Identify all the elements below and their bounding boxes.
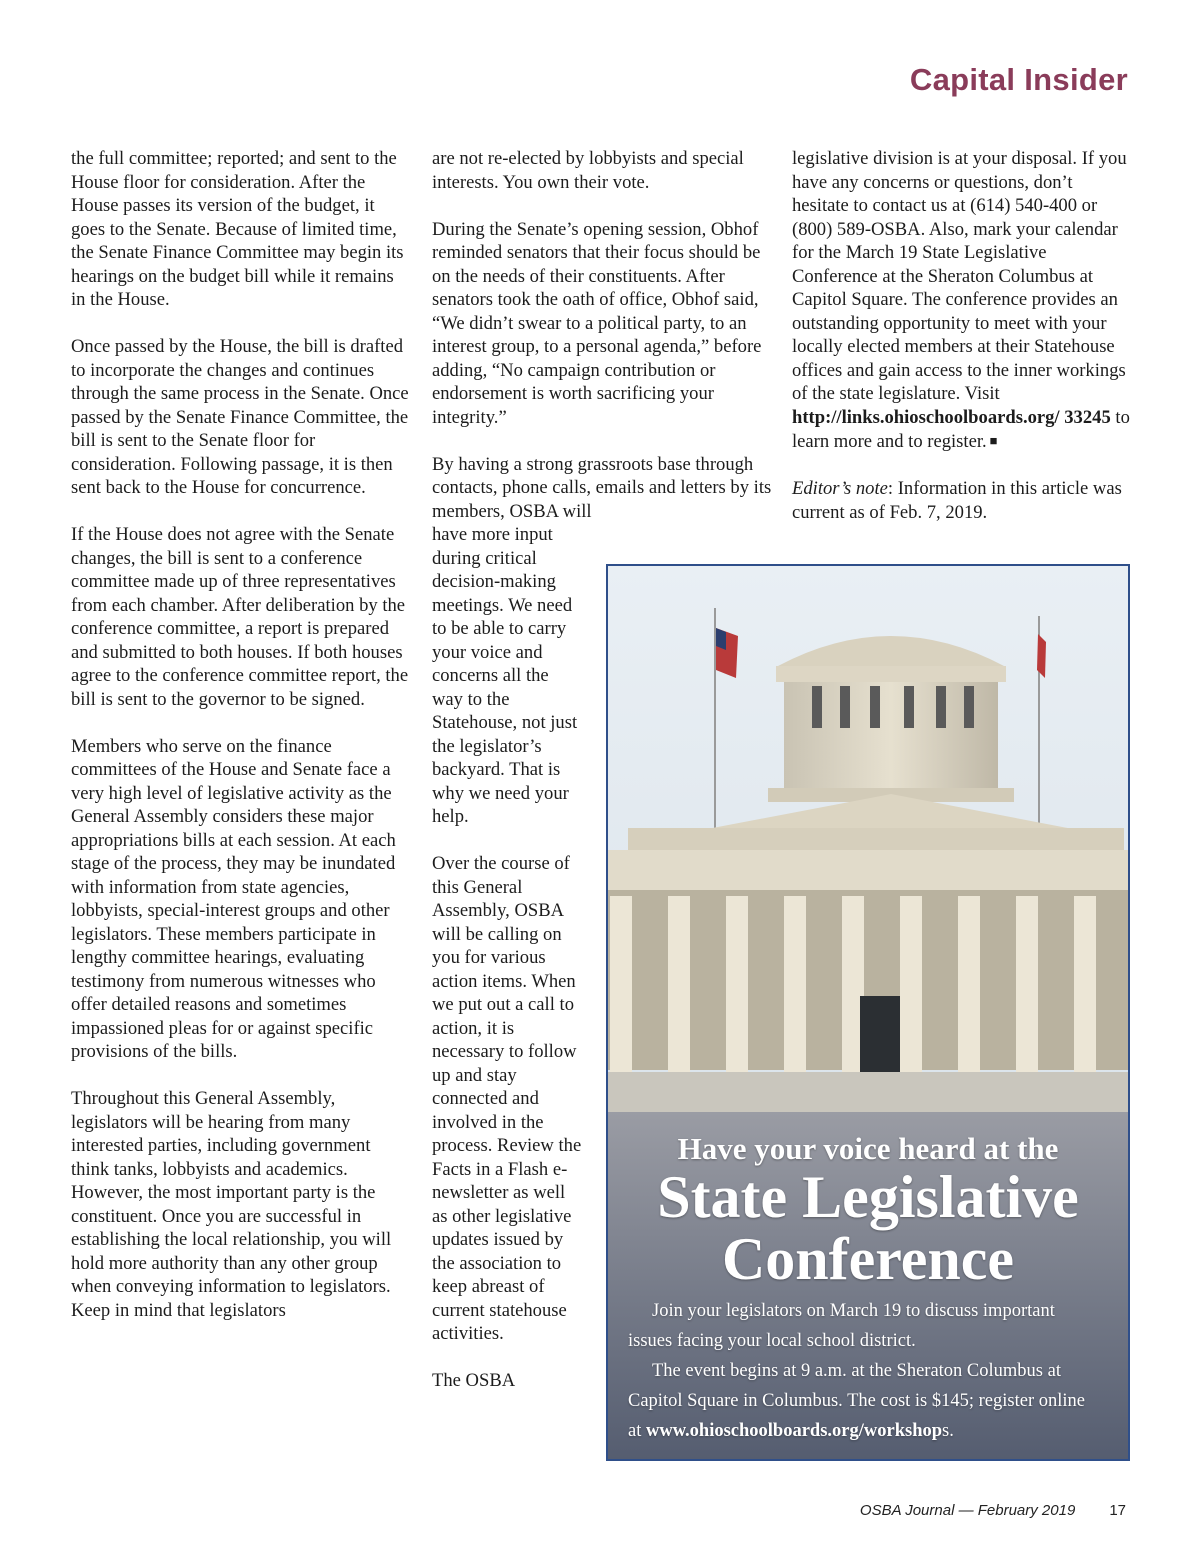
- paragraph-narrow-part: have more input during critical decision-making meetings. We need to be able to carry your voice and concerns all the way to the Statehouse, not just the legislator’s backyard. That is why we need your help.: [432, 524, 578, 827]
- page-number: 17: [1109, 1502, 1126, 1519]
- editors-note-text: : Information in this article was current as of Feb. 7, 2019.: [792, 478, 1122, 523]
- ad-body: [628, 1296, 1098, 1446]
- paragraph-text: legislative division is at your disposal. If you have any concerns or questions, don’t hesitate to contact us at (614) 540-400 or (800) 589-OSBA. Also, mark your calendar for the March 19 State Legislative Conference at the Sheraton Columbus at Capitol Square. The conference provides an outstanding opportunity to meet with your locally elected members at their Statehouse offices and gain access to the inner workings of the state legislature. Visit: [792, 148, 1127, 404]
- publication-name: OSBA Journal — February 2019: [859, 1502, 1076, 1519]
- ad-headline-line2: Conference: [721, 1226, 1015, 1292]
- ad-paragraph-text: The event begins at 9 a.m. at the Sheraton Columbus at Capitol Square in Columbus. The cost is $145; register online at: [628, 1361, 1085, 1441]
- paragraph: [792, 147, 1132, 454]
- page-footer: [860, 1502, 1126, 1519]
- article-column-1: [71, 147, 411, 1346]
- paragraph: Members who serve on the finance committees of the House and Senate face a very high level of legislative activity as the General Assembly considers these major appropriations bills at each session. At each stage of the process, they may be inundated with information from state agencies, lobbyists, special-interest groups and other legislators. These members participate in lengthy committee hearings, evaluating testimony from numerous witnesses who offer detailed reasons and sometimes impassioned pleas for or against specific provisions of the bills.: [71, 735, 396, 1062]
- paragraph: are not re-elected by lobbyists and special interests. You own their vote.: [432, 148, 744, 193]
- end-mark-icon: ■: [989, 433, 998, 448]
- editors-note-label: Editor’s note: [792, 478, 888, 499]
- editors-note: [792, 477, 1132, 524]
- ad-paragraph: Join your legislators on March 19 to discuss important issues facing your local school district.: [628, 1301, 1055, 1351]
- section-title: Capital Insider: [909, 62, 1128, 97]
- paragraph-wide-part: By having a strong grassroots base through contacts, phone calls, emails and letters by its members, OSBA will: [432, 453, 772, 522]
- ad-headline-small: Have your voice heard at the: [677, 1131, 1059, 1166]
- paragraph: During the Senate’s opening session, Obhof reminded senators that their focus should be on the needs of their constituents. After senators took the oath of office, Obhof said, “We didn’t swear to a political party, to an interest group, to a personal agenda,” before adding, “No campaign contribution or endorsement is worth sacrificing your integrity.”: [432, 218, 762, 428]
- workshop-link[interactable]: www.ohioschoolboards.org/workshop: [645, 1421, 943, 1441]
- paragraph: Throughout this General Assembly, legislators will be hearing from many interested parties, including government think tanks, lobbyists and academics. However, the most important party is the constituent. Once you are successful in establishing the local relationship, you will hold more authority than any other group when conveying information to legislators. Keep in mind that legislators: [71, 1088, 392, 1321]
- conference-link[interactable]: http://links.ohioschoolboards.org/ 33245: [792, 406, 1111, 428]
- paragraph: the full committee; reported; and sent to the House floor for consideration. After the House passes its version of the budget, it goes to the Senate. Because of limited time, the Senate Finance Committee may begin its hearings on the budget bill while it remains in the House.: [71, 148, 404, 310]
- article-column-3: [792, 147, 1132, 548]
- ad-paragraph: [628, 1356, 1098, 1446]
- ad-headline-line1: State Legislative: [657, 1164, 1079, 1230]
- paragraph: If the House does not agree with the Senate changes, the bill is sent to a conference committee made up of three representatives from each chamber. After deliberation by the conference committee, a report is prepared and submitted to both houses. If both houses agree to the conference committee report, the bill is sent to the governor to be signed.: [71, 524, 409, 710]
- paragraph: Over the course of this General Assembly, OSBA will be calling on you for various action items. When we put out a call to action, it is necessary to follow up and stay connected and involved in the process. Review the Facts in a Flash e-newsletter as well as other legislative updates issued by the association to keep abreast of current statehouse activities.: [432, 853, 582, 1344]
- paragraph: The OSBA: [432, 1370, 516, 1391]
- paragraph: Once passed by the House, the bill is drafted to incorporate the changes and continues through the same process in the Senate. Once passed by the Senate Finance Committee, the bill is sent to the Senate floor for consideration. Following passage, it is then sent back to the House for concurrence.: [71, 336, 409, 498]
- paragraph-text: to learn more and to register.: [792, 406, 1130, 452]
- ad-paragraph-text: s.: [942, 1421, 954, 1441]
- conference-ad: [606, 564, 1130, 1461]
